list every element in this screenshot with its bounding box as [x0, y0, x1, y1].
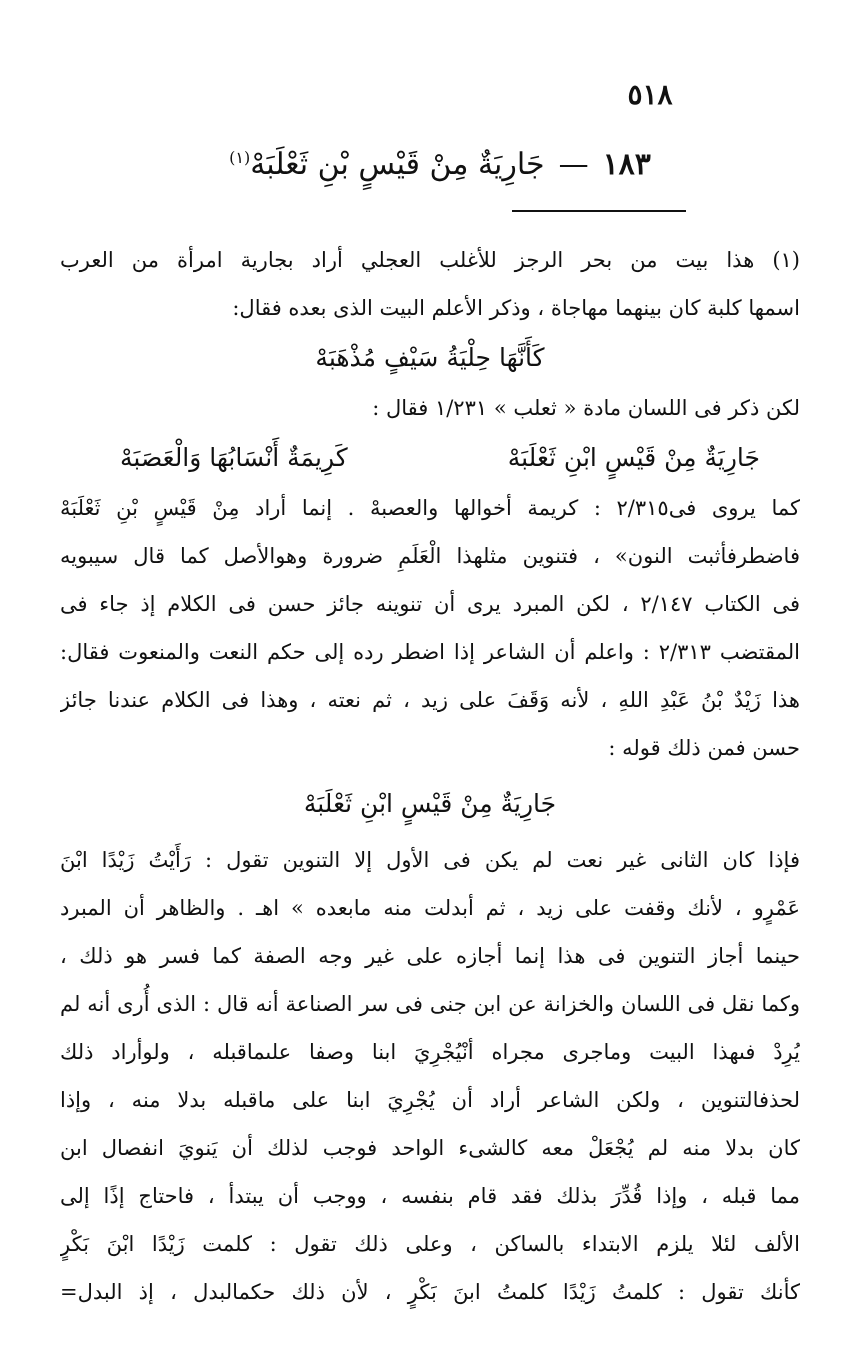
- paragraph-line: كأنك تقول : كلمتُ زَيْدًا كلمتُ ابنَ بَكْرٍ ، لأن ذلك حكمالبدل ، إذ البدل=: [60, 1280, 800, 1304]
- paragraph-line: المقتضب ٢/٣١٣ : واعلم أن الشاعر إذا اضطر رده إلى حكم النعت والمنعوت فقال:: [60, 640, 800, 664]
- footnote-reference: (١): [229, 148, 251, 167]
- paragraph-line: هذا زَيْدٌ بْنُ عَبْدِ اللهِ ، لأنه وَقَفَ على زيد ، ثم نعته ، وهذا فى الكلام عندنا جائز: [60, 688, 800, 712]
- paragraph-line: يُرِدْ فىهذا البيت وماجرى مجراه أنْيُجْرِيَ ابنا وصفا علىماقبله ، ولوأراد ذلك: [60, 1040, 800, 1064]
- entry-number: ١٨٣: [602, 147, 651, 182]
- paragraph-line: فاضطرفأثبت النون» ، فتنوين مثلهذا الْعَلَمِ ضرورة وهوالأصل كما قال سيبويه: [60, 544, 800, 568]
- paragraph-line: كان بدلا منه لم يُجْعَلْ معه كالشىء الواحد فوجب لذلك أن يَنويَ انفصال ابن: [60, 1136, 800, 1160]
- paragraph-line: فإذا كان الثانى غير نعت لم يكن فى الأول إلا التنوين تقول : رَأَيْتُ زَيْدًا ابْنَ: [60, 848, 800, 872]
- verse-line: جَارِيَةٌ مِنْ قَيْسٍ ابْنِ ثَعْلَبَهْ: [303, 789, 557, 818]
- entry-title: جَارِيَةٌ مِنْ قَيْسٍ بْنِ ثَعْلَبَهْ: [250, 147, 545, 182]
- paragraph-line: وكما نقل فى اللسان والخزانة عن ابن جنى فى سر الصناعة أنه قال : الذى أُرى أنه لم: [60, 992, 800, 1016]
- footnote-body: [60, 236, 800, 1316]
- entry-heading: [180, 136, 700, 187]
- page-number: ٥١٨: [627, 78, 673, 111]
- paragraph-line: حينما أجاز التنوين فى هذا إنما أجازه على غير وجه الصفة كما فسر هو ذلك ،: [60, 944, 800, 968]
- text-line: لكن ذكر فى اللسان مادة « ثعلب » ١/٢٣١ فقال :: [372, 396, 800, 420]
- verse-line: كَأَنَّهَا حِلْيَةُ سَيْفٍ مُذْهَبَهْ: [315, 343, 545, 372]
- paragraph-line: مما قبله ، وإذا قُدِّرَ بذلك فقد قام بنفسه ، ووجب أن يبتدأ ، فاحتاج إذًا إلى: [60, 1184, 800, 1208]
- entry-dash: —: [558, 147, 589, 182]
- paragraph-line: الألف لئلا يلزم الابتداء بالساكن ، وعلى ذلك تقول : كلمت زَيْدًا ابْنَ بَكْرٍ: [60, 1232, 800, 1256]
- footnote-separator-rule: [512, 210, 686, 212]
- verse-hemistich-second: كَرِيمَةٌ أَنْسَابُهَا وَالْعَصَبَهْ: [120, 443, 348, 472]
- footnote-line: (١) هذا بيت من بحر الرجز للأغلب العجلي أراد بجارية امرأة من العرب: [60, 248, 800, 272]
- paragraph-line: كما يروى فى٢/٣١٥ : كريمة أخوالها والعصبهْ . إنما أراد مِنْ قَيْسٍ بْنِ ثَعْلَبَهْ: [60, 496, 800, 520]
- paragraph-line: فى الكتاب ٢/١٤٧ ، لكن المبرد يرى أن تنوينه جائز حسن فى الكلام إذ جاء فى: [60, 592, 800, 616]
- paragraph-line: عَمْرٍو ، لأنك وقفت على زيد ، ثم أبدلت منه مابعده » اهـ . والظاهر أن المبرد: [60, 896, 800, 920]
- paragraph-line: حسن فمن ذلك قوله :: [608, 736, 800, 760]
- footnote-line: اسمها كلبة كان بينهما مهاجاة ، وذكر الأعلم البيت الذى بعده فقال:: [232, 296, 800, 320]
- verse-hemistich-first: جَارِيَةٌ مِنْ قَيْسٍ ابْنِ ثَعْلَبَهْ: [507, 443, 760, 472]
- paragraph-line: لحذفالتنوين ، ولكن الشاعر أراد أن يُجْرِيَ ابنا على ماقبله بدلا منه ، وإذا: [60, 1088, 800, 1112]
- verse-couplet: [60, 432, 800, 484]
